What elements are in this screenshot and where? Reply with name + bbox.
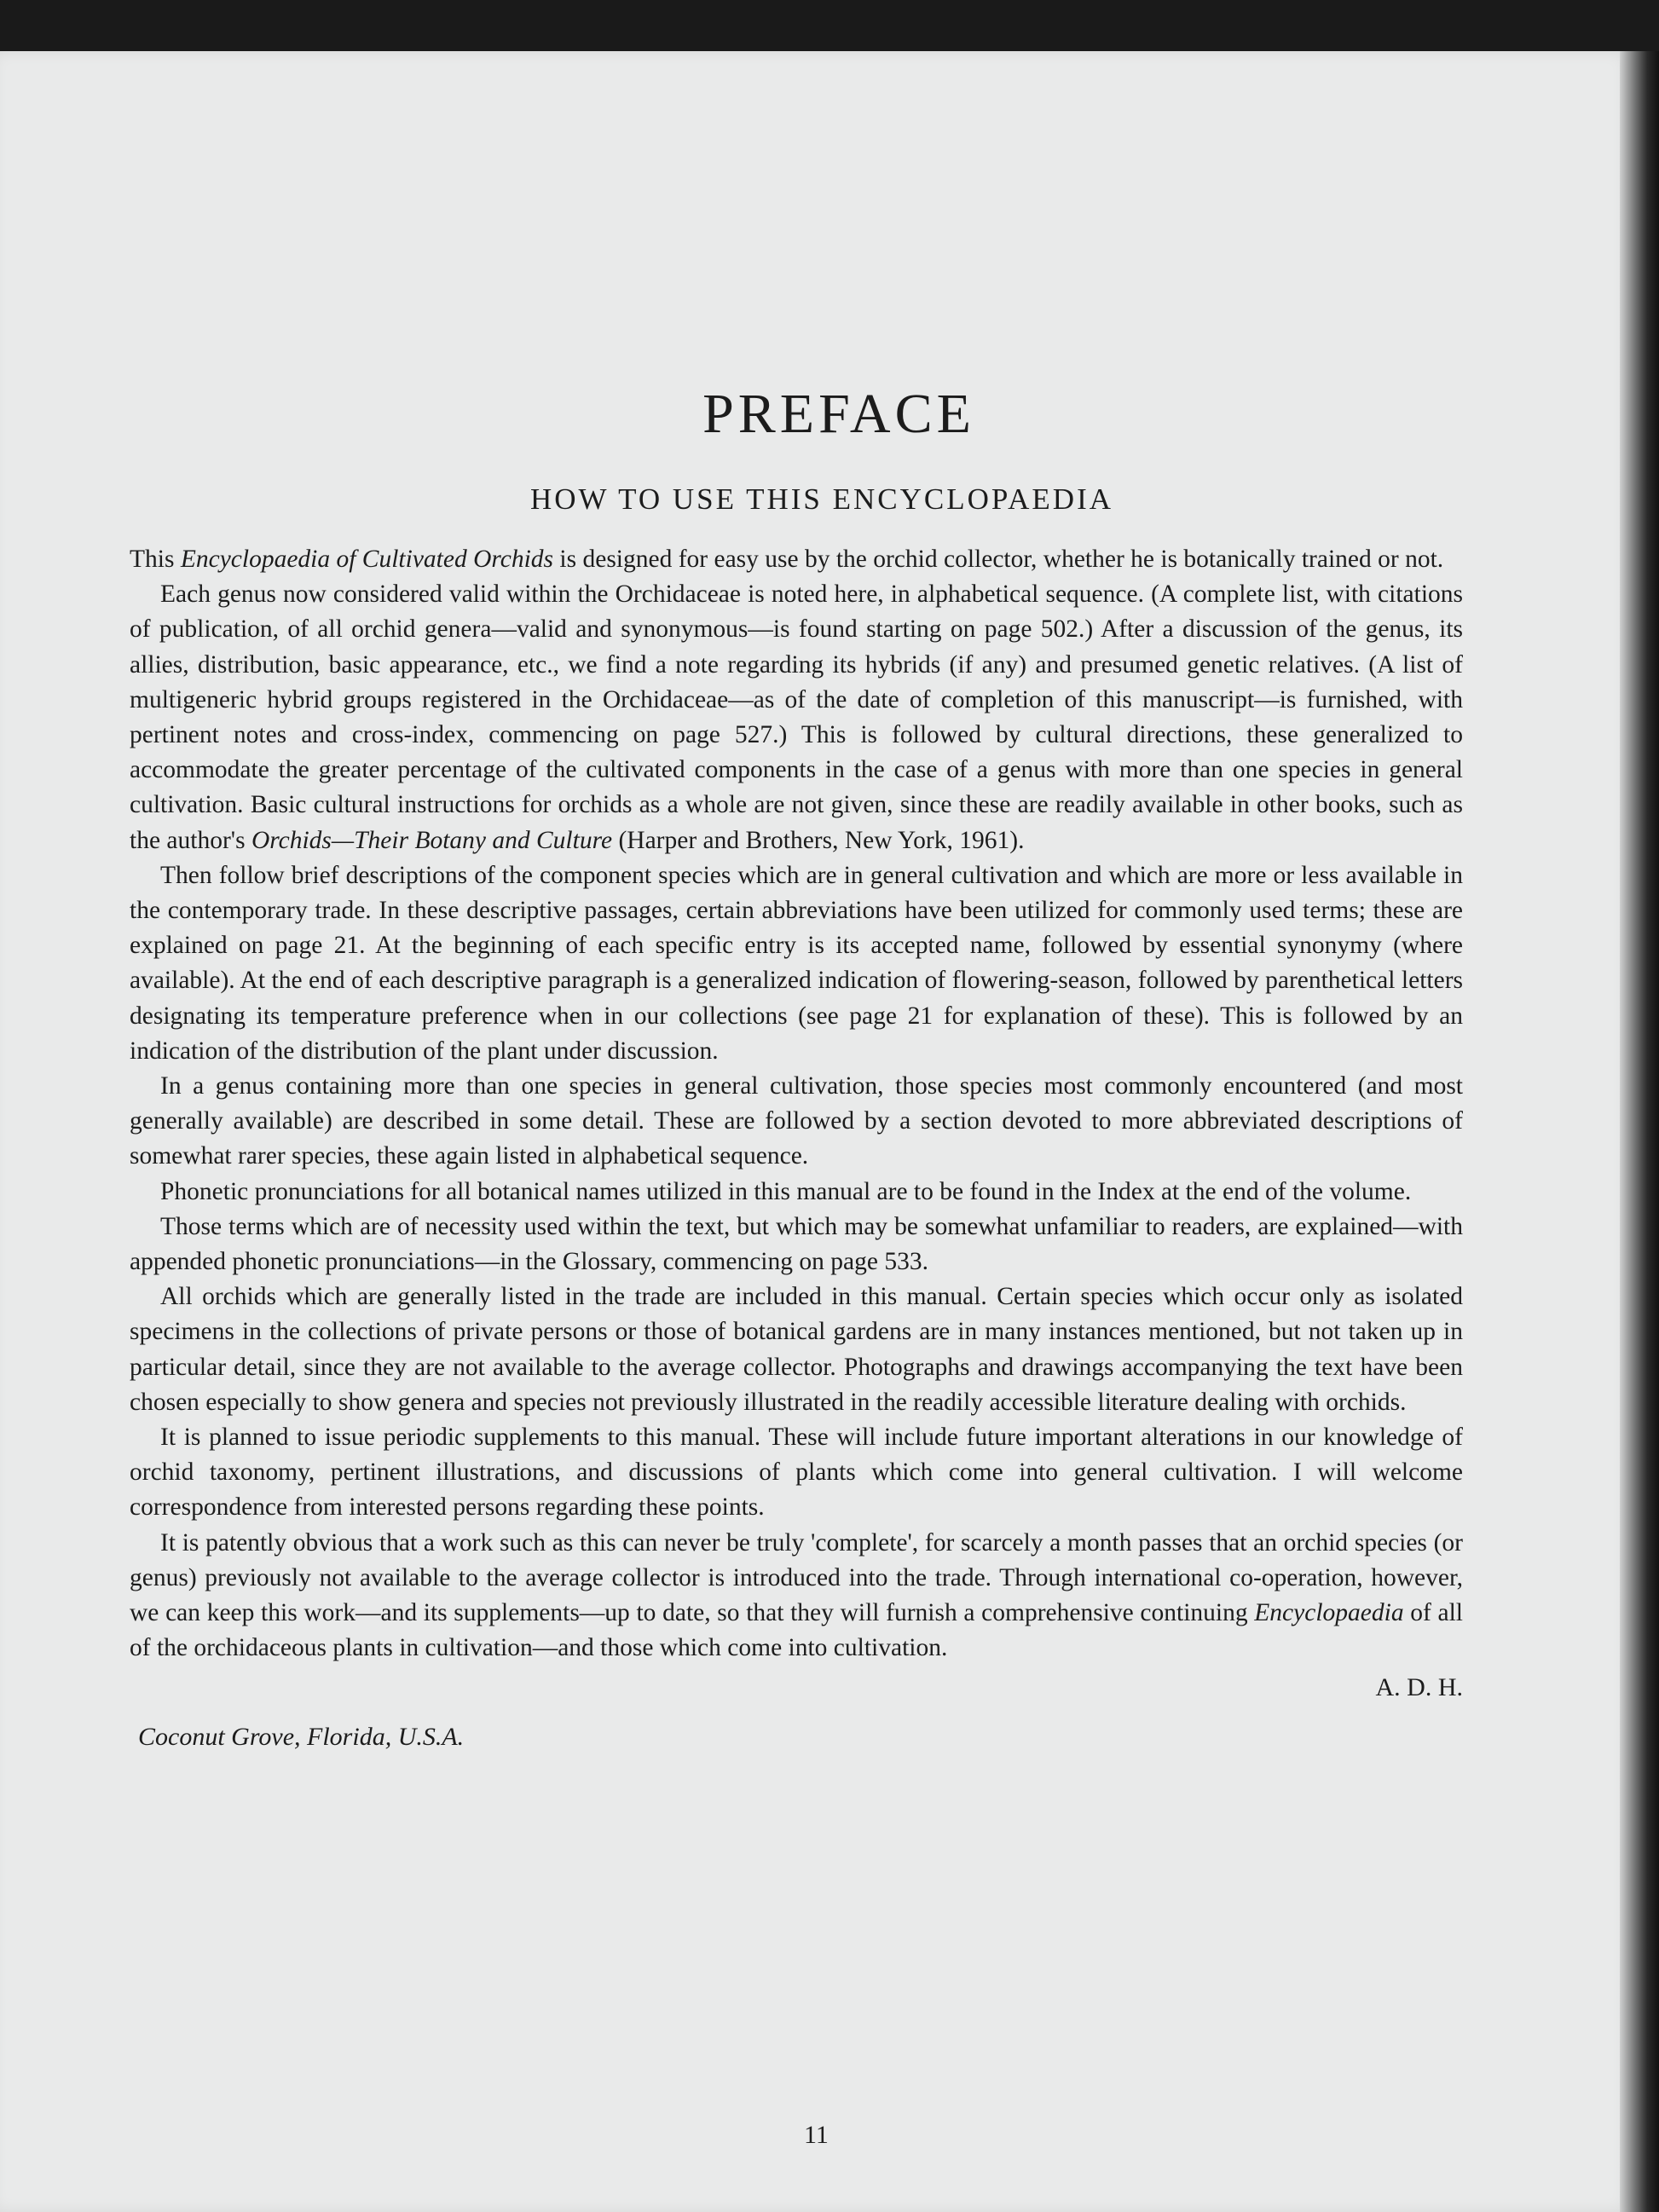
author-initials: A. D. H. bbox=[1375, 1672, 1463, 1701]
paragraph: Each genus now considered valid within the Orchidaceae is noted here, in alphabetical sequence. (A complete list, with citations of publication, of all orchid genera—valid and synonymous—is found starting on page 502.) After a discussion of the genus, its allies, distribution, basic appearance, etc., we find a note regarding its hybrids (if any) and presumed genetic relatives. (A list of multigeneric hybrid groups registered in the Orchidaceae—as of the date of completion of this manuscript—is furnished, with pertinent notes and cross-index, commencing on page 527.) This is followed by cultural directions, these generalized to accommodate the greater percentage of the cultivated components in the case of a genus with more than one species in general cultivation. Basic cultural instructions for orchids as a whole are not given, since these are readily available in other books, such as the author's Orchids—Their Botany and Culture (Harper and Brothers, New York, 1961). bbox=[130, 580, 1463, 854]
paragraph: This Encyclopaedia of Cultivated Orchids is designed for easy use by the orchid collector, whether he is botanically trained or not. bbox=[130, 546, 1444, 573]
page-edge bbox=[1620, 51, 1659, 2212]
page-subtitle: HOW TO USE THIS ENCYCLOPAEDIA bbox=[530, 482, 1113, 516]
preface-content bbox=[130, 332, 1463, 1752]
paragraph: Those terms which are of necessity used within the text, but which may be somewhat unfamiliar to readers, are explained—with appended phonetic pronunciations—in the Glossary, commencing on page 533. bbox=[130, 1212, 1463, 1276]
paragraph: All orchids which are generally listed in the trade are included in this manual. Certain species which occur only as isolated specimens in the collections of private persons or those of botanical gardens are in many instances mentioned, but not taken up in particular detail, since they are not available to the average collector. Photographs and drawings accompanying the text have been chosen especially to show genera and species not previously illustrated in the readily accessible literature dealing with orchids. bbox=[130, 1283, 1463, 1416]
page-title: PREFACE bbox=[702, 383, 975, 445]
paragraph: It is patently obvious that a work such as this can never be truly 'complete', for scarcely a month passes that an orchid species (or genus) previously not available to the average collector is introduced into the trade. Through international co-operation, however, we can keep this work—and its supplements—up to date, so that they will furnish a comprehensive continuing Encyclopaedia of all of the orchidaceous plants in cultivation—and those which come into cultivation. bbox=[130, 1528, 1463, 1662]
paragraph: In a genus containing more than one species in general cultivation, those species most commonly encountered (and most generally available) are described in some detail. These are followed by a section devoted to more abbreviated descriptions of somewhat rarer species, these again listed in alphabetical sequence. bbox=[130, 1072, 1463, 1170]
author-location: Coconut Grove, Florida, U.S.A. bbox=[138, 1722, 465, 1751]
preface-body bbox=[130, 542, 1463, 1666]
paragraph: Then follow brief descriptions of the component species which are in general cultivation and which are more or less available in the contemporary trade. In these descriptive passages, certain abbreviations have been utilized for commonly used terms; these are explained on page 21. At the beginning of each specific entry is its accepted name, followed by essential synonymy (where available). At the end of each descriptive paragraph is a generalized indication of flowering-season, followed by parenthetical letters designating its temperature preference when in our collections (see page 21 for explanation of these). This is followed by an indication of the distribution of the plant under discussion. bbox=[130, 861, 1463, 1065]
paragraph: Phonetic pronunciations for all botanical names utilized in this manual are to be found in the Index at the end of the volume. bbox=[160, 1177, 1412, 1205]
paragraph: It is planned to issue periodic supplements to this manual. These will include future important alterations in our knowledge of orchid taxonomy, pertinent illustrations, and discussions of plants which come into general cultivation. I will welcome correspondence from interested persons regarding these points. bbox=[130, 1424, 1463, 1522]
page-number: 11 bbox=[804, 2121, 829, 2149]
